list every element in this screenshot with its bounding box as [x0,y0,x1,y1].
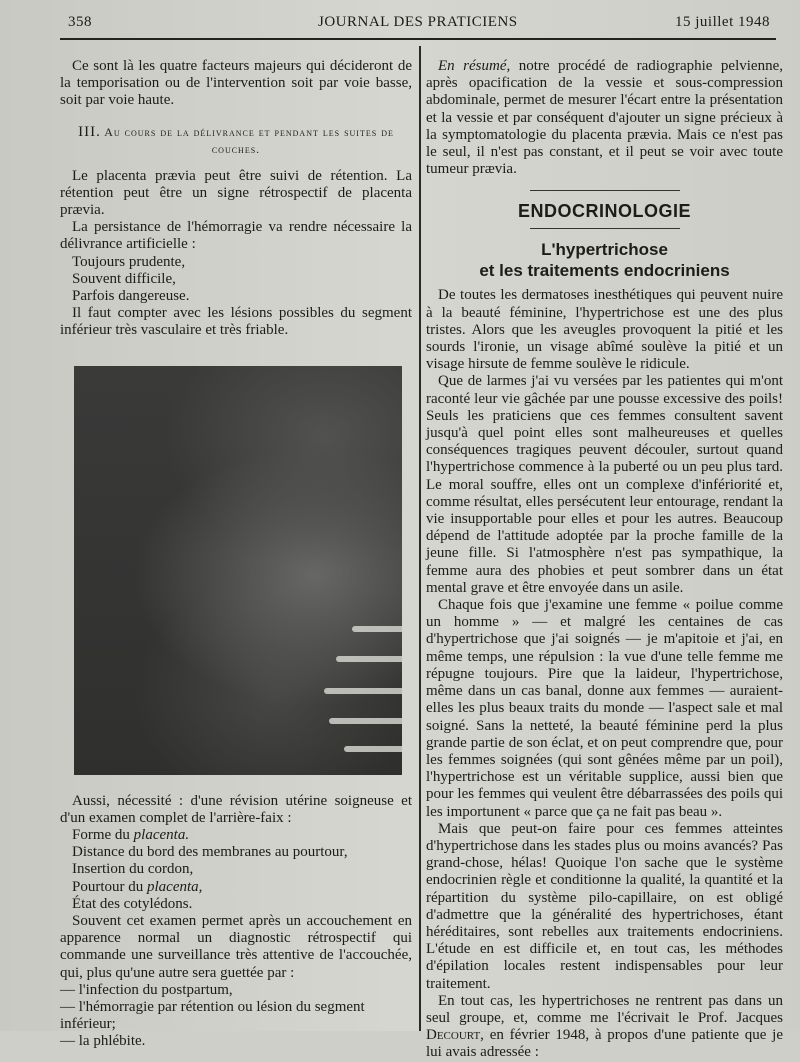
paragraph [426,993,783,1062]
paragraph: Souvent cet examen permet après un accouchement en apparence normal un diagnostic rétrospectif qui commande une surveillance très attentive de l'accouchée, qui, plus qu'une autre sera guettée par : [60,913,412,981]
author-name: Decourt [426,1027,481,1044]
section-heading [64,124,408,158]
rubric-heading: ENDOCRINOLOGIE [517,201,691,222]
summary-text: notre procédé de radiographie pelvienne, après opacification de la vessie et sous-compression abdominale, permet de mesurer l'écart entre la présentation et la vessie et par conséquent d'ajouter un signe précieux à la symptomatologie du placenta prævia. Mais ce n'est pas le seul, il n'est pas constant, et il peut se voir avec toute tumeur prævia. [426,58,783,178]
list-text-italic: placenta. [133,827,190,844]
header-rule [60,38,776,40]
summary-paragraph [426,58,783,178]
list-item: Souvent difficile, [72,270,176,287]
list-item: — l'infection du postpartum, [60,981,233,998]
left-column [60,58,412,1051]
page-number: 358 [68,14,92,30]
paragraph: Il faut compter avec les lésions possibles du segment inférieur très vasculaire et très friable. [60,305,412,339]
paragraph: Mais que peut-on faire pour ces femmes atteintes d'hypertrichose dans les stades plus ou moins avancés? Pas grand-chose, hélas! Quoique l'on sache que le système endocrinien règle et conditionne la qualité, la quantité et la répartition du système pilo-capillaire, on est obligé d'admettre que la généralité des hypertrichoses, étant héréditaires, sont rebelles aux traitements endocriniens. L'étude en est difficile et, en tout cas, les méthodes d'épilation locales restent indispensables pour leur traitement. [426,820,783,992]
journal-title: JOURNAL DES PRATICIENS [318,14,518,30]
bone-shadow [329,718,402,724]
bone-shadow [344,746,402,752]
list-text: Forme du [72,827,134,844]
column-rule [419,46,421,1031]
article-title-line: L'hypertrichose [541,240,668,260]
article-title-line: et les traitements endocriniens [479,261,730,281]
list-item [72,896,412,913]
paragraph: La persistance de l'hémorragie va rendre nécessaire la délivrance artificielle : [60,219,412,253]
list-item [72,861,412,878]
rubric-rule [530,190,680,191]
paragraph: Le placenta prævia peut être suivi de rétention. La rétention peut être un signe rétrospectif de placenta prævia. [60,167,412,219]
list [60,982,412,1051]
list-item: — la phlébite. [60,1033,146,1050]
bone-shadow [324,688,402,694]
section-title: Au cours de la délivrance et pendant les suites de couches. [104,124,394,156]
bone-shadow [352,626,402,632]
list [60,827,412,913]
list-item [72,844,412,861]
paragraph: De toutes les dermatoses inesthétiques qui peuvent nuire à la beauté féminine, l'hypertrichose est une des plus tristes. Alors que les aveugles provoquent la pitié et les sourds l'ironie, un visage abîmé soulève la pitié et un visage hirsute de femme soulève le ridicule. [426,287,783,373]
issue-date: 15 juillet 1948 [675,14,770,30]
paragraph: Chaque fois que j'examine une femme « poilue comme un homme » — et malgré les centaines de cas d'hypertrichose que j'ai soignés — je m'apitoie et j'ai, en même temps, une répulsion : la vue d'une telle femme me répugne toujours. Pire que la laideur, l'hypertrichose, même dans un cas banal, donne aux femmes — auraient-elles les plus beaux traits du monde — l'aspect sale et mal soigné. Sans la netteté, la beauté féminine perd la plus grande partie de son éclat, et on peut comprendre que, pour les femmes soignées (qui sont gênées même par un poil), l'hypertrichose est un véritable supplice, aussi bien que pour les femmes qui veulent être débarrassées des poils qui les importunent « parce que ça ne fait pas beau ». [426,597,783,820]
bone-shadow [336,656,402,662]
article-title [426,239,783,281]
list-text-italic: placenta, [147,878,203,895]
summary-lead: En résumé, [438,58,511,74]
list-item: Toujours prudente, [72,253,186,270]
list-text: Distance du bord des membranes au pourtour, [72,844,348,861]
paragraph: Que de larmes j'ai vu versées par les patientes qui m'ont raconté leur vie gâchée par une pousse excessive des poils! Seuls les praticiens que ces femmes consultent savent jusqu'à quel point elles sont malheureuses et quelles conséquences tragiques peuvent découler, surtout quand l'hypertrichose commence à la puberté ou un peu plus tard. Le moral souffre, elles ont un complexe d'infériorité et, comme résultat, elles persécutent leur entourage, rendant la vie insupportable pour elles et pour les autres. Beaucoup dépend de l'attitude adoptée par la proche famille de la jeune fille. Si l'atmosphère n'est pas sympathique, la femme aura des phobies et peut sombrer dans un état mental grave et être envoyée dans un asile. [426,373,783,596]
list [60,254,412,306]
paragraph-text: En tout cas, les hypertrichoses ne rentrent pas dans un seul groupe, et, comme me l'écrivait le Prof. Jacques [426,992,783,1026]
running-header [68,10,770,38]
list-text: État des cotylédons. [72,895,193,912]
list-text: Pourtour du [72,878,147,895]
intro-paragraph: Ce sont là les quatre facteurs majeurs qui décideront de la temporisation ou de l'intervention soit par voie basse, soit par voie haute. [60,58,412,109]
radiograph-image [74,366,402,775]
list-item: — l'hémorragie par rétention ou lésion du segment inférieur; [60,999,365,1033]
right-column [426,58,783,1062]
paragraph: Aussi, nécessité : d'une révision utérine soigneuse et d'un examen complet de l'arrière-faix : [60,792,412,826]
section-number: III. [78,123,101,140]
list-item: Parfois dangereuse. [72,288,190,305]
list-text: Insertion du cordon, [72,861,194,878]
paragraph-text: , en février 1948, à propos d'une patiente que je lui avais adressée : [426,1027,783,1061]
list-item [72,827,412,844]
rubric-rule [530,228,680,229]
list-item [72,879,412,896]
